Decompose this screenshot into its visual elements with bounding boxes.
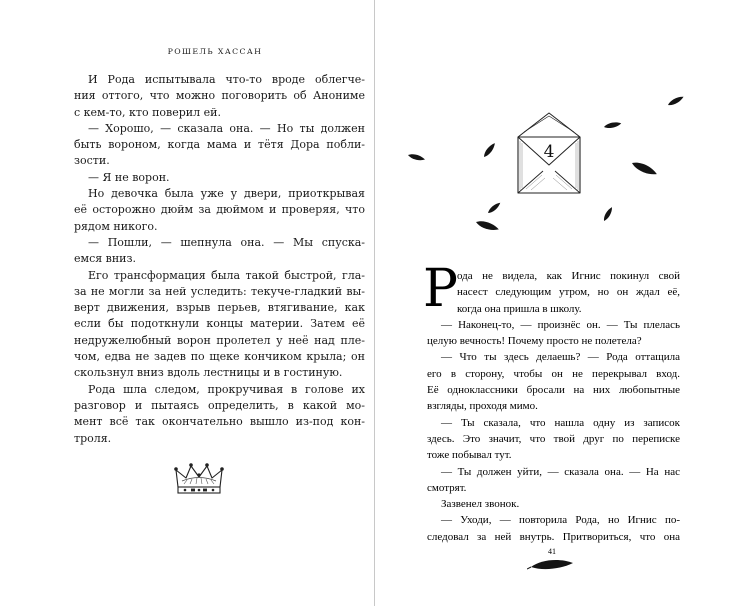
text-line: И Рода испытывала что-то вроде облегче-	[88, 73, 365, 86]
text-line: чом, едва не задев по щеке кончиком крыла; он	[74, 350, 365, 364]
text-line: скользнул вниз вдоль лестницы и в гостиную.	[74, 366, 343, 380]
text-line: смотрят.	[427, 481, 467, 494]
text-line: — Ты должен уйти, — сказала она. — На нас	[441, 465, 680, 478]
running-head: РОШЕЛЬ ХАССАН	[167, 47, 263, 56]
text-line: емся вниз.	[74, 252, 137, 266]
drop-cap: Р	[423, 259, 458, 319]
right-page-text	[423, 259, 680, 545]
text-line: с кем-то, кто поверил ей.	[74, 105, 221, 119]
left-page-text	[74, 72, 365, 447]
text-line: ния оттого, что можно поговорить об Анониме	[74, 89, 365, 103]
text-line: целую вечность! Почему просто не полетела?	[427, 335, 642, 348]
text-line: — Уходи, — повторила Рода, но Игнис по-	[441, 514, 680, 527]
text-line: рядом никого.	[74, 219, 158, 233]
text-line: быть вороном, когда мама и тётя Дора побли-	[74, 138, 365, 152]
text-line: ода не видела, как Игнис покинул свой	[457, 270, 680, 282]
text-line: Зазвенел звонок.	[441, 498, 520, 511]
text-line: Рода шла следом, прокручивая в голове их	[88, 382, 365, 396]
text-line: здесь. Это значит, что твой друг по переписке	[427, 432, 680, 445]
text-line: когда она пришла в школу.	[457, 302, 582, 315]
text-line: — Ты сказала, что нашла одну из записок	[441, 416, 680, 429]
text-line: его в сторону, чтобы он не перекрывал вход.	[427, 367, 680, 380]
left-page	[0, 0, 374, 606]
text-line: следовал за ней внутрь. Притвориться, что она	[427, 530, 680, 543]
text-line: верт движения, взрыв перьев, втягивание, как	[74, 301, 365, 315]
text-line: Но девочка была уже у двери, приоткрывая	[88, 187, 365, 201]
text-line: Её одноклассники бросали на них любопытные	[427, 384, 680, 397]
text-line: — Что ты здесь делаешь? — Рода оттащила	[441, 351, 680, 364]
text-line: разговор и пытаясь определить, в какой мо-	[74, 398, 365, 412]
text-line: — Пошли, — шепнула она. — Мы спуска-	[88, 235, 365, 249]
chapter-illustration	[400, 85, 700, 240]
chapter-opening	[423, 259, 680, 319]
text-line: зости.	[74, 154, 110, 168]
text-line: мент всё так окончательно вышло из-под кон-	[74, 415, 365, 429]
text-line: — Я не ворон.	[88, 170, 170, 184]
text-line: её осторожно дюйм за дюймом и проверяя, что	[74, 203, 365, 217]
feather-icon	[527, 556, 577, 574]
chapter-number: 4	[543, 142, 555, 162]
text-line: тоже побывал тут.	[427, 449, 512, 462]
text-line: недружелюбный ворон пролетел у неё над пле-	[74, 333, 365, 347]
text-line: — Хорошо, — сказала она. — Но ты должен	[88, 121, 365, 135]
text-line: взгляды, проходя мимо.	[427, 400, 538, 413]
text-line: за не могли за ней уследить: текуче-гладкий вы-	[74, 284, 365, 298]
page-number: 41	[548, 547, 556, 556]
text-line: насест следующим утром, но он ждал её,	[457, 286, 680, 299]
text-line: троля.	[74, 431, 112, 445]
text-line: — Наконец-то, — произнёс он. — Ты плелась	[441, 318, 680, 331]
text-line: если бы подоткнули концы материи. Затем её	[74, 317, 365, 331]
crown-ornament-icon	[174, 462, 224, 496]
text-line: Его трансформация была такой быстрой, гла-	[88, 268, 365, 282]
